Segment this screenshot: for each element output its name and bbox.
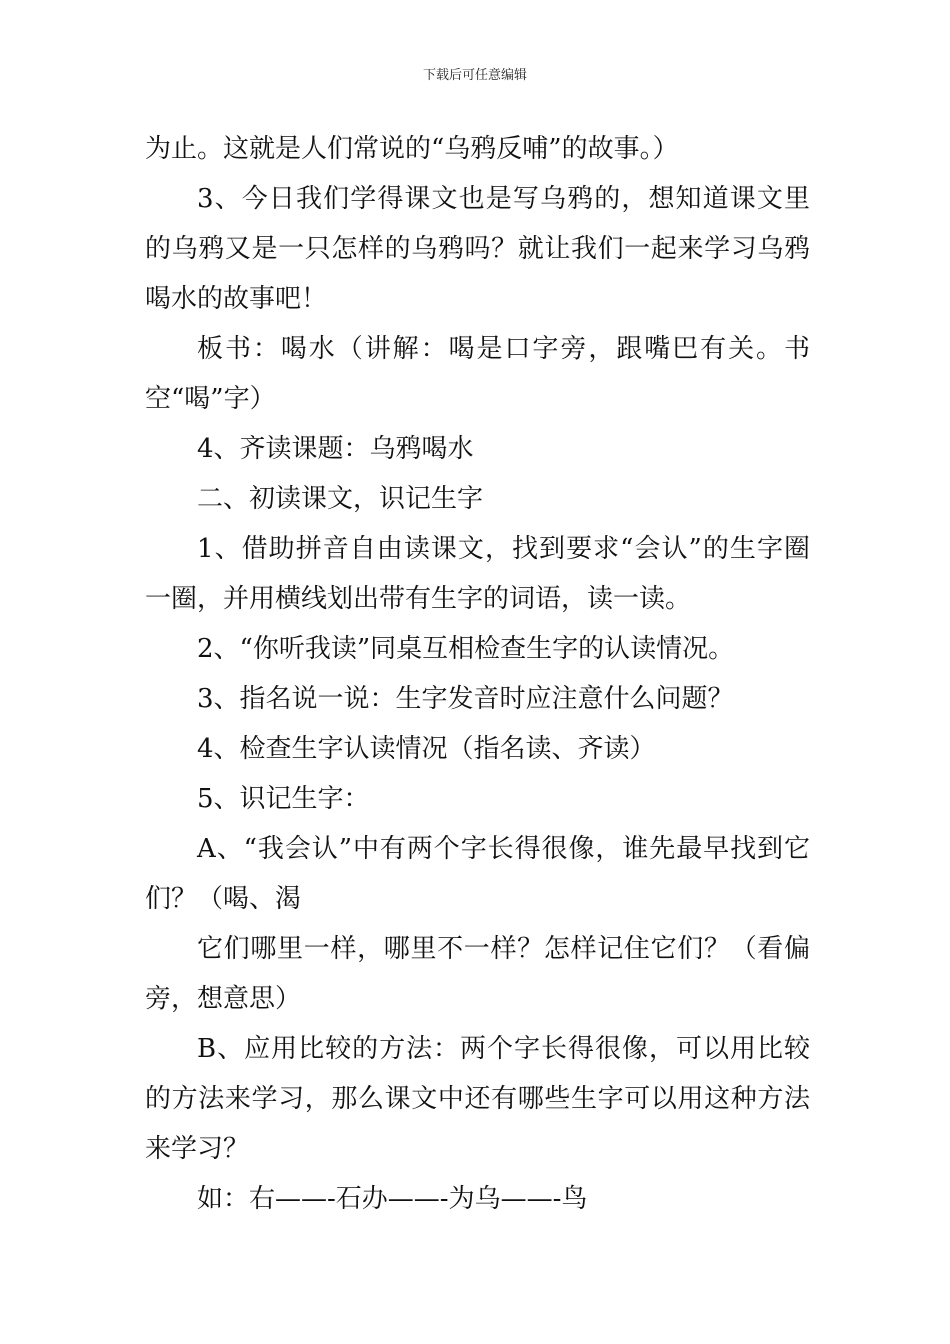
- paragraph: B、应用比较的方法：两个字长得很像，可以用比较的方法来学习，那么课文中还有哪些生字可以用这种方法来学习？: [145, 1034, 810, 1164]
- paragraph: 3、今日我们学得课文也是写乌鸦的，想知道课文里的乌鸦又是一只怎样的乌鸦吗？就让我们一起来学习乌鸦喝水的故事吧！: [145, 184, 810, 314]
- paragraph: 2、“你听我读”同桌互相检查生字的认读情况。: [197, 634, 735, 664]
- paragraph: 板书：喝水（讲解：喝是口字旁，跟嘴巴有关。书空“喝”字）: [145, 334, 810, 414]
- page-header: 下载后可任意编辑: [422, 68, 527, 83]
- paragraph: 如：右——-石办——-为乌——-鸟: [197, 1184, 588, 1214]
- paragraph: 为止。这就是人们常说的“乌鸦反哺”的故事。）: [145, 134, 679, 164]
- paragraph: 3、指名说一说：生字发音时应注意什么问题？: [197, 684, 734, 714]
- paragraph: 4、检查生字认读情况（指名读、齐读）: [197, 734, 656, 764]
- paragraph: 4、齐读课题：乌鸦喝水: [197, 434, 474, 464]
- paragraph: 1、借助拼音自由读课文，找到要求“会认”的生字圈一圈，并用横线划出带有生字的词语，读一读。: [145, 534, 810, 614]
- paragraph: 5、识记生字：: [197, 784, 370, 814]
- paragraph: 它们哪里一样，哪里不一样？怎样记住它们？（看偏旁，想意思）: [145, 934, 810, 1014]
- document-body: [145, 124, 810, 1224]
- paragraph: 二、初读课文，识记生字: [197, 484, 484, 514]
- paragraph: A、“我会认”中有两个字长得很像，谁先最早找到它们？（喝、渴: [145, 834, 810, 914]
